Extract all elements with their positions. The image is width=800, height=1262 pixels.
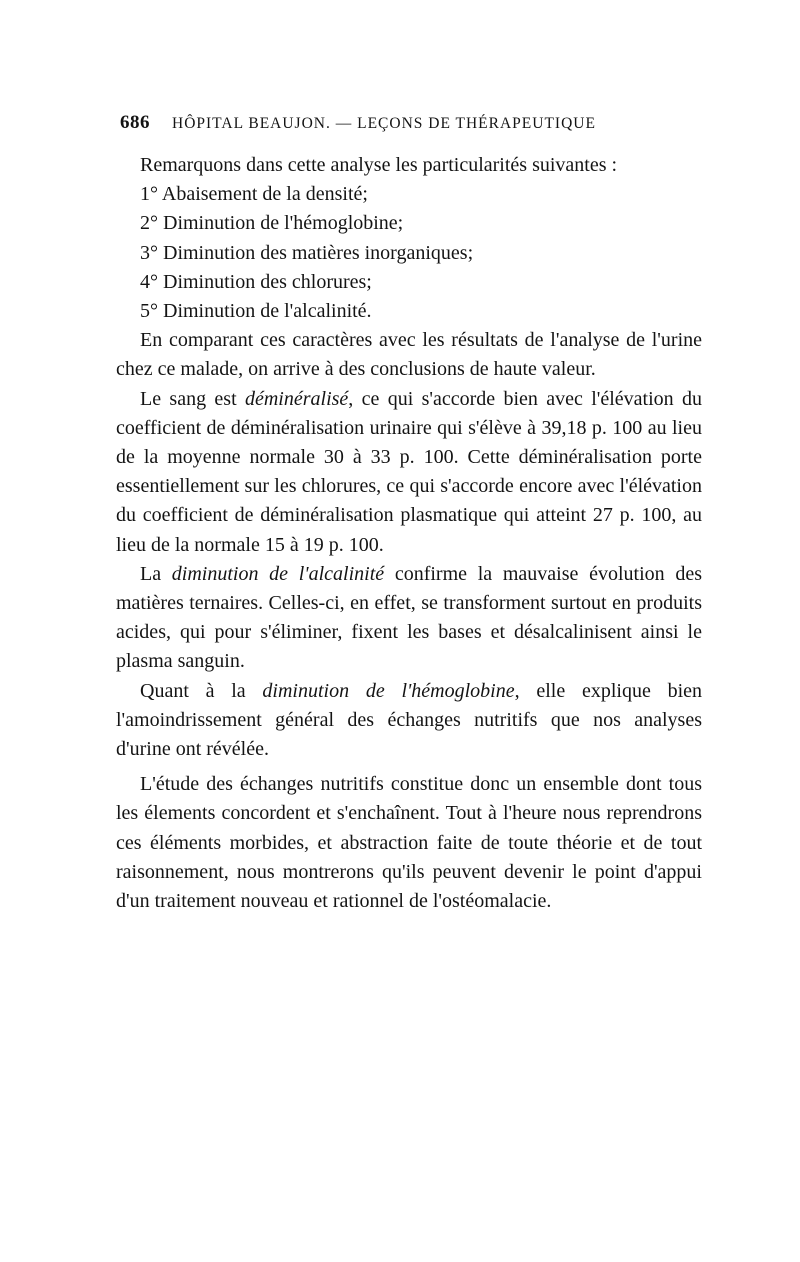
paragraph-conclusion: L'étude des échanges nutritifs constitue donc un ensemble dont tous les élements concordent et s'enchaînent. Tout à l'heure nous reprendrons ces éléments morbides, et abstraction faite de toute théorie et de tout raisonnement, nous montrerons qu'ils peuvent devenir le point d'appui d'un traitement nouveau et rationnel de l'ostéomalacie. [116, 773, 702, 913]
p4-emphasis: diminution de l'hémoglobine [262, 679, 515, 702]
list-item-1: 1° Abaisement de la densité; [140, 183, 368, 206]
p3-text-after: confirme la mauvaise évolution des matières ternaires. Celles-ci, en effet, se transforment surtout en produits acides, qui pour s'éliminer, fixent les bases et désalcalinisent ainsi le plasma sanguin. [116, 562, 702, 673]
p3-text-before: La [140, 562, 172, 585]
intro-paragraph: Remarquons dans cette analyse les particularités suivantes : [140, 154, 618, 176]
p2-text-before: Le sang est [140, 387, 245, 410]
p4-text-after: , elle explique bien l'amoindrissement général des échanges nutritifs que nos analyses d'urine ont révélée. [116, 679, 703, 761]
p4-text-before: Quant à la [140, 679, 263, 702]
book-page [116, 112, 702, 916]
list-item-5: 5° Diminution de l'alcalinité. [140, 300, 372, 323]
paragraph-hemoglobine [116, 677, 702, 765]
paragraph-demineralisation [116, 385, 702, 560]
p2-text-after: , ce qui s'accorde bien avec l'élévation du coefficient de déminéralisation urinaire qui s'élève à 39,18 p. 100 au lieu de la moyenne normale 30 à 33 p. 100. Cette déminéralisation porte essentiellement sur les chlorures, ce qui s'accorde encore avec l'élévation du coefficient de déminéralisation plasmatique qui atteint 27 p. 100, au lieu de la normale 15 à 19 p. 100. [116, 387, 702, 556]
running-title: HÔPITAL BEAUJON. — LEÇONS DE THÉRAPEUTIQUE [172, 115, 596, 132]
page-number: 686 [120, 112, 150, 133]
list-item-2: 2° Diminution de l'hémoglobine; [140, 212, 404, 235]
list-item-4: 4° Diminution des chlorures; [140, 270, 372, 293]
paragraph-alcalinite [116, 560, 702, 677]
running-head [120, 112, 702, 134]
p3-emphasis: diminution de l'alcalinité [171, 562, 385, 585]
paragraph-comparison: En comparant ces caractères avec les résultats de l'analyse de l'urine chez ce malade, on arrive à des conclusions de haute valeur. [116, 329, 702, 381]
p2-emphasis: déminéralisé [244, 387, 349, 410]
body-text [116, 151, 702, 916]
list-item-3: 3° Diminution des matières inorganiques; [140, 241, 474, 264]
